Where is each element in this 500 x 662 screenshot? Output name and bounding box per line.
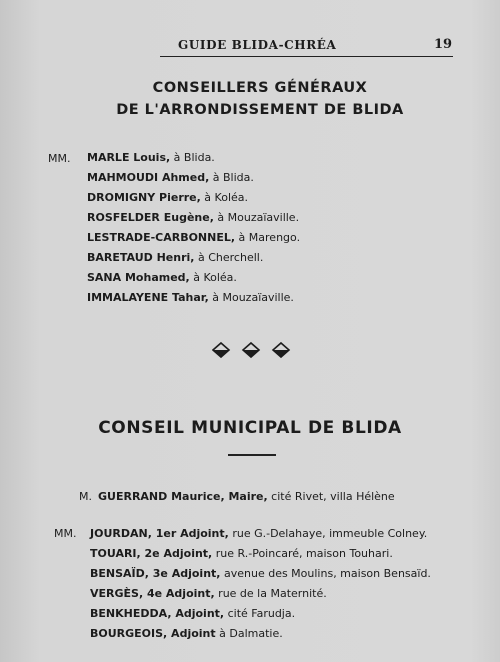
- diamond-ornament-icon: [212, 341, 292, 359]
- member-name: VERGÈS, 4e Adjoint,: [90, 587, 215, 600]
- mm-prefix: MM.: [54, 527, 77, 540]
- member-address: rue G.-Delahaye, immeuble Colney.: [228, 527, 428, 540]
- list-item: [90, 547, 393, 560]
- member-place: à Blida.: [170, 151, 215, 164]
- member-name: SANA Mohamed,: [87, 271, 190, 284]
- member-place: à Blida.: [209, 171, 254, 184]
- member-name: TOUARI, 2e Adjoint,: [90, 547, 213, 560]
- list-item: [87, 231, 300, 244]
- member-name: BENSAÏD, 3e Adjoint,: [90, 567, 221, 580]
- mayor-name: GUERRAND Maurice, Maire,: [98, 490, 268, 503]
- member-name: BARETAUD Henri,: [87, 251, 195, 264]
- list-item: [90, 627, 283, 640]
- running-head: GUIDE BLIDA-CHRÉA: [178, 38, 337, 52]
- member-place: à Cherchell.: [194, 251, 264, 264]
- section2-title: CONSEIL MUNICIPAL DE BLIDA: [98, 418, 402, 438]
- list-item: [87, 271, 237, 284]
- list-item: [87, 191, 248, 204]
- member-name: MAHMOUDI Ahmed,: [87, 171, 210, 184]
- list-item: [87, 151, 215, 164]
- member-name: LESTRADE-CARBONNEL,: [87, 231, 236, 244]
- member-name: MARLE Louis,: [87, 151, 171, 164]
- member-address: à Dalmatie.: [215, 627, 283, 640]
- list-item: [90, 567, 431, 580]
- section1-title-line1: CONSEILLERS GÉNÉRAUX: [152, 80, 368, 96]
- member-address: rue de la Maternité.: [214, 587, 327, 600]
- member-name: ROSFELDER Eugène,: [87, 211, 214, 224]
- mayor-address: cité Rivet, villa Hélène: [267, 490, 395, 503]
- list-item: [90, 607, 295, 620]
- member-place: à Mouzaïaville.: [208, 291, 294, 304]
- list-item: [90, 587, 327, 600]
- m-prefix: M.: [79, 490, 92, 503]
- member-place: à Marengo.: [235, 231, 301, 244]
- member-name: JOURDAN, 1er Adjoint,: [90, 527, 229, 540]
- list-item: [87, 291, 294, 304]
- mayor-line: [98, 490, 395, 503]
- member-place: à Koléa.: [200, 191, 249, 204]
- page-number: 19: [434, 37, 453, 52]
- list-item: [90, 527, 427, 540]
- member-name: IMMALAYENE Tahar,: [87, 291, 209, 304]
- member-name: BOURGEOIS, Adjoint: [90, 627, 216, 640]
- member-place: à Mouzaïaville.: [213, 211, 300, 224]
- member-name: BENKHEDDA, Adjoint,: [90, 607, 225, 620]
- section2-rule: [228, 454, 276, 456]
- member-address: cité Farudja.: [224, 607, 296, 620]
- list-item: [87, 251, 263, 264]
- list-item: [87, 211, 299, 224]
- member-place: à Koléa.: [189, 271, 237, 284]
- member-address: rue R.-Poincaré, maison Touhari.: [212, 547, 393, 560]
- member-address: avenue des Moulins, maison Bensaïd.: [220, 567, 431, 580]
- member-name: DROMIGNY Pierre,: [87, 191, 201, 204]
- mm-prefix: MM.: [48, 152, 71, 165]
- section1-title-line2: DE L'ARRONDISSEMENT DE BLIDA: [116, 102, 404, 118]
- list-item: [87, 171, 254, 184]
- header-rule: [160, 56, 453, 57]
